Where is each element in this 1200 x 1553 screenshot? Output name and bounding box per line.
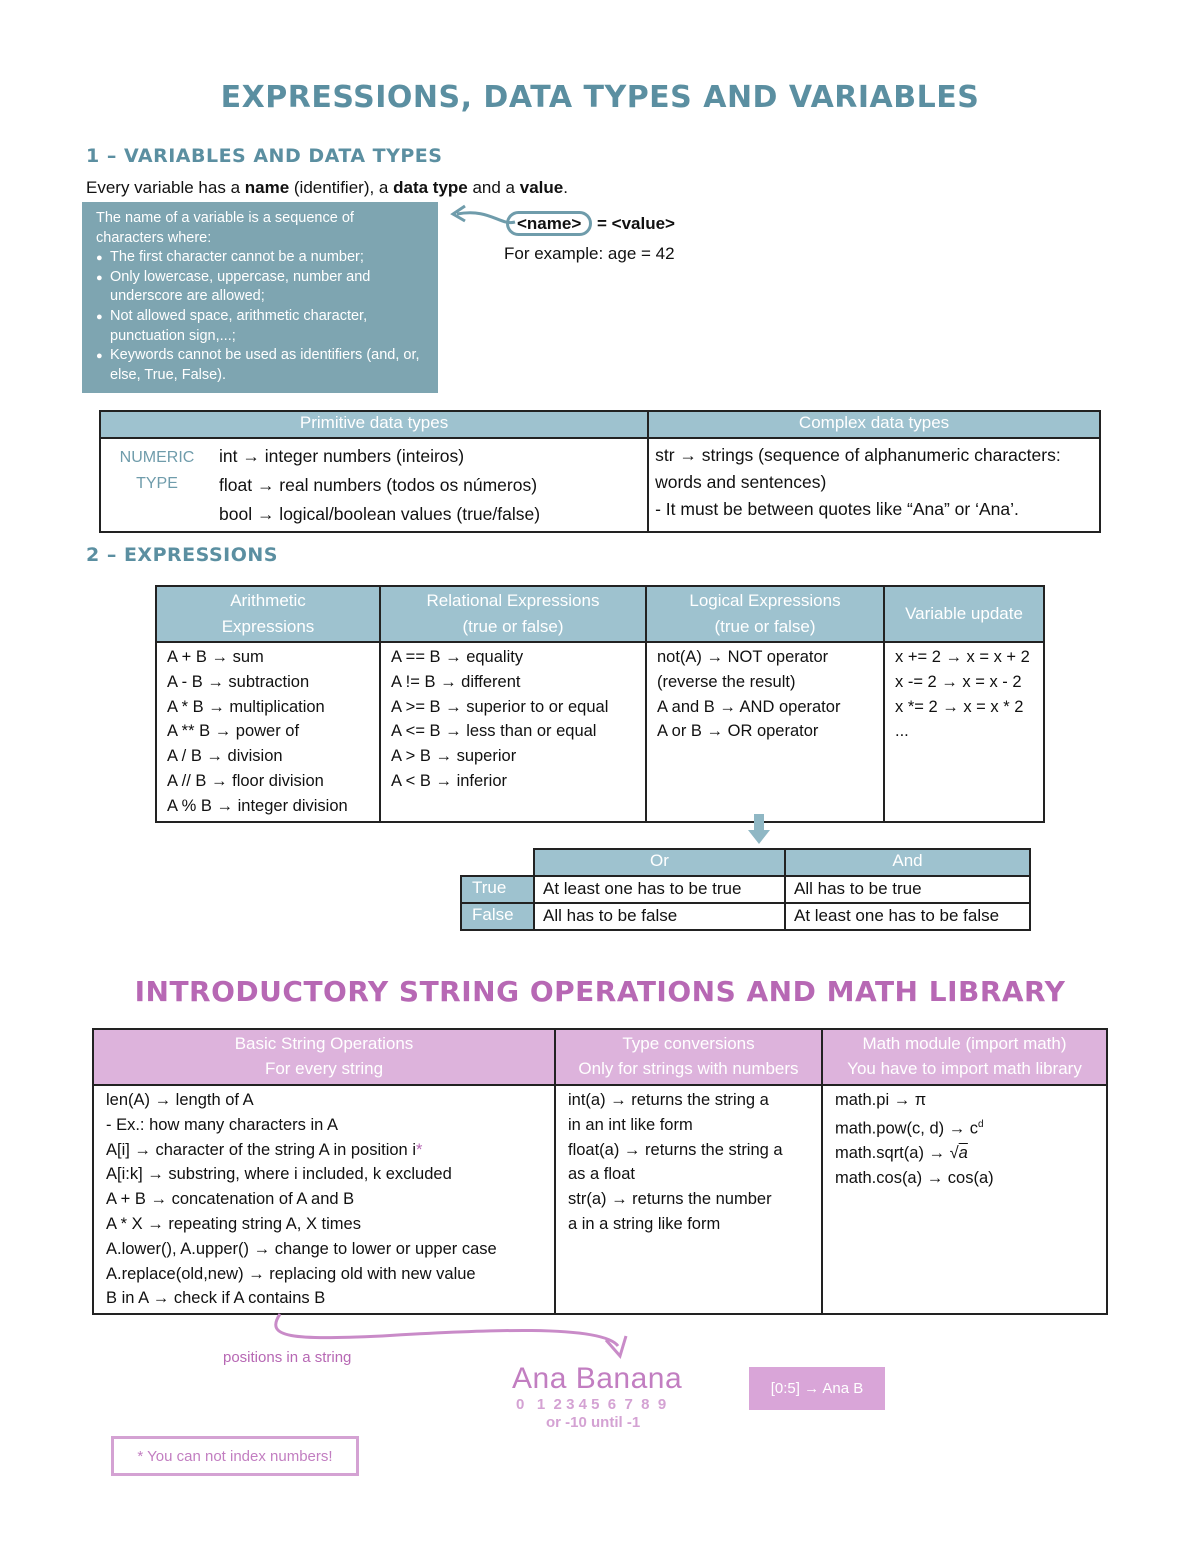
math-row: math.pi → π [835,1091,927,1109]
update-row: x *= 2 → x = x * 2 [895,697,1024,716]
logical-row: (reverse the result) [657,672,796,691]
complex-type-row: words and sentences) [655,472,827,492]
expressions-table [155,585,1045,823]
logical-header: Logical Expressions (true or false) [646,586,884,642]
string-operations-table [92,1028,1108,1315]
list-item: ● The first character cannot be a number; [110,248,424,268]
relational-header: Relational Expressions (true or false) [380,586,646,642]
index-footnote-star: * [416,1140,423,1159]
string-op-row: B in A → check if A contains B [106,1289,326,1308]
math-row: math.cos(a) → cos(a) [835,1168,994,1187]
relational-row: A > B → superior [391,747,517,766]
identifier-rules-lead: The name of a variable is a sequence of characters where: [96,210,354,246]
section-heading-expressions: 2 – EXPRESSIONS [86,544,278,566]
relational-row: A <= B → less than or equal [391,722,597,741]
complex-type-row: - It must be between quotes like “Ana” or ‘Ana’. [655,499,1019,519]
conversion-row: as a float [568,1165,635,1184]
primitive-type-row: float → real numbers (todos os números) [219,475,538,495]
relational-row: A == B → equality [391,648,524,666]
truth-table [460,848,1031,931]
list-item: ● Not allowed space, arithmetic character, punctuation sign,...; [110,307,424,346]
arithmetic-row: A * B → multiplication [167,697,325,716]
false-row-label: False [461,903,534,930]
string-op-row: - Ex.: how many characters in A [106,1115,339,1134]
or-header: Or [534,849,785,876]
variable-update-header: Variable update [884,586,1044,642]
index-digits: 0 1 2 3 4 5 6 7 8 9 [516,1396,667,1413]
update-row: x += 2 → x = x + 2 [895,648,1030,666]
complex-types-header: Complex data types [648,411,1100,438]
slice-example-box: [0:5] → Ana B [749,1367,885,1410]
string-op-row: len(A) → length of A [106,1091,254,1109]
string-op-row: A.replace(old,new) → replacing old with new value [106,1264,476,1283]
footnote-box: * You can not index numbers! [111,1436,359,1476]
logical-row: not(A) → NOT operator [657,648,829,666]
or-true-cell: At least one has to be true [534,876,785,903]
or-false-cell: All has to be false [534,903,785,930]
assignment-syntax: <name> = <value> [506,214,675,234]
conversion-row: float(a) → returns the string a [568,1140,783,1159]
section-heading-variables: 1 – VARIABLES AND DATA TYPES [86,145,443,167]
string-op-row: A * X → repeating string A, X times [106,1214,361,1233]
arithmetic-row: A / B → division [167,747,283,766]
basic-string-header: Basic String Operations For every string [93,1029,555,1085]
update-row: ... [895,722,909,741]
section-heading-strings: INTRODUCTORY STRING OPERATIONS AND MATH LIBRARY [134,975,1066,1008]
relational-row: A != B → different [391,672,521,691]
relational-row: A >= B → superior to or equal [391,697,609,716]
identifier-rules-list [96,248,424,385]
example-string: Ana Banana [512,1362,683,1395]
primitive-types-header: Primitive data types [100,411,648,438]
list-item: ● Keywords cannot be used as identifiers (and, or, else, True, False). [110,346,424,385]
primitive-type-row: int → integer numbers (inteiros) [219,446,465,466]
sqrt-symbol: √ [949,1144,959,1163]
and-false-cell: At least one has to be false [785,903,1030,930]
relational-row: A < B → inferior [391,771,508,790]
string-op-row: A[i] → character of the string A in position i* [106,1140,423,1159]
positions-note: positions in a string [223,1349,352,1366]
conversion-row: str(a) → returns the number [568,1190,772,1209]
and-header: And [785,849,1030,876]
string-op-row: A.lower(), A.upper() → change to lower or upper case [106,1239,497,1258]
assignment-example: For example: age = 42 [504,244,675,263]
math-row: math.pow(c, $d) \to c^d$ [835,1118,984,1138]
variable-intro-text: Every variable has a name (identifier), a data type and a value. [86,178,568,197]
conversion-row: a in a string like form [568,1214,721,1233]
math-row: math.sqrt(a) → √a [835,1144,968,1163]
logical-row: A or B → OR operator [657,722,819,741]
logical-row: A and B → AND operator [657,697,841,716]
name-placeholder: <name> [506,211,592,236]
update-row: x -= 2 → x = x - 2 [895,672,1022,691]
data-types-table [99,410,1101,533]
down-arrow-icon [747,814,771,846]
page-title: EXPRESSIONS, DATA TYPES AND VARIABLES [220,80,980,115]
arithmetic-row: A - B → subtraction [167,672,310,691]
arithmetic-header: Arithmetic Expressions [156,586,380,642]
primitive-type-row: bool → logical/boolean values (true/false) [219,504,541,524]
arithmetic-row: A % B → integer division [167,796,348,815]
type-conversions-header: Type conversions Only for strings with numbers [555,1029,822,1085]
string-op-row: A[i:k] → substring, where i included, k excluded [106,1165,452,1184]
arithmetic-row: A + B → sum [167,648,264,666]
string-op-row: A + B → concatenation of A and B [106,1190,355,1209]
numeric-type-label: NUMERIC TYPE [119,449,195,492]
and-true-cell: All has to be true [785,876,1030,903]
arithmetic-row: A ** B → power of [167,722,300,741]
list-item: ● Only lowercase, uppercase, number and underscore are allowed; [110,268,424,307]
identifier-rules-box [82,202,438,393]
complex-type-row: str → strings (sequence of alphanumeric characters: [655,445,1061,465]
math-module-header: Math module (import math) You have to import math library [822,1029,1107,1085]
negative-index-note: or -10 until -1 [546,1414,641,1431]
arithmetic-row: A // B → floor division [167,771,324,790]
conversion-row: in an int like form [568,1115,693,1134]
conversion-row: int(a) → returns the string a [568,1091,769,1109]
true-row-label: True [461,876,534,903]
